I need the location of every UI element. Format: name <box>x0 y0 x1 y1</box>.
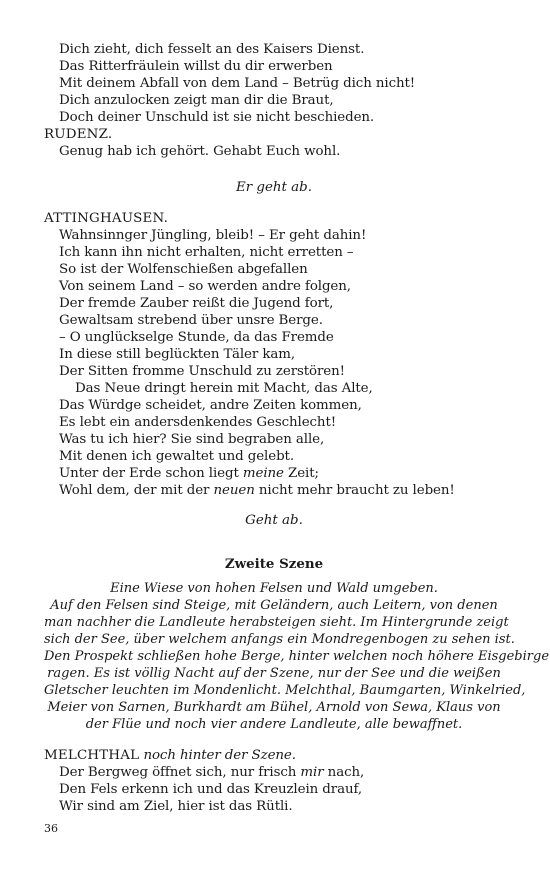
emphasis-neuen: neuen <box>213 483 255 498</box>
verse-line: Dich zieht, dich fesselt an des Kaisers Dienst. <box>59 42 365 57</box>
verse-line: Mit denen ich gewaltet und gelebt. <box>59 449 294 464</box>
verse-line <box>44 764 504 781</box>
speaker-attinghausen: ATTINGHAUSEN. <box>44 211 169 226</box>
verse-line-indented: Das Neue dringt herein mit Macht, das Alte, <box>75 381 373 396</box>
scene-description <box>44 580 550 733</box>
verse-line: Mit deinem Abfall von dem Land – Betrüg dich nicht! <box>59 76 416 91</box>
verse-line: Was tu ich hier? Sie sind begraben alle, <box>59 432 325 447</box>
verse-text: Wohl dem, der mit der <box>59 483 214 498</box>
verse-line: Wir sind am Ziel, hier ist das Rütli. <box>59 799 293 814</box>
verse-line: Genug hab ich gehört. Gehabt Euch wohl. <box>59 144 341 159</box>
verse-line: Gewaltsam strebend über unsre Berge. <box>59 313 323 328</box>
speaker-rudenz: RUDENZ. <box>44 127 113 142</box>
verse-line: Der Sitten fromme Unschuld zu zerstören! <box>59 364 345 379</box>
description-line: sich der See, über welchem anfangs ein Mondregenbogen zu sehen ist. <box>44 632 515 647</box>
emphasis-mir: mir <box>300 765 324 780</box>
description-line: Gletscher leuchten im Mondenlicht. Melchthal, Baumgarten, Winkelried, <box>44 683 526 698</box>
speaker-note: noch hinter der Szene. <box>139 748 296 763</box>
verse-line: Von seinem Land – so werden andre folgen, <box>59 279 351 294</box>
description-line: Meier von Sarnen, Burkhardt am Bühel, Arnold von Sewa, Klaus von <box>47 700 501 715</box>
verse-line: Dich anzulocken zeigt man dir die Braut, <box>59 93 334 108</box>
emphasis-meine: meine <box>242 466 284 481</box>
description-line: man nachher die Landleute herabsteigen sieht. Im Hintergrunde zeigt <box>44 615 509 630</box>
verse-text: nicht mehr braucht zu leben! <box>254 483 455 498</box>
verse-text: nach, <box>323 765 365 780</box>
stage-direction: Er geht ab. <box>235 180 312 195</box>
verse-line: Das Ritterfräulein willst du dir erwerben <box>59 59 333 74</box>
verse-line: So ist der Wolfenschießen abgefallen <box>59 262 308 277</box>
verse-line: Ich kann ihn nicht erhalten, nicht erretten – <box>59 245 354 260</box>
verse-line: Wahnsinnger Jüngling, bleib! – Er geht dahin! <box>59 228 367 243</box>
verse-line: Den Fels erkenn ich und das Kreuzlein drauf, <box>59 782 363 797</box>
verse-text: Unter der Erde schon liegt <box>59 466 243 481</box>
speech-attinghausen <box>44 210 504 499</box>
verse-text: Der Bergweg öffnet sich, nur frisch <box>59 765 301 780</box>
description-line: Den Prospekt schließen hohe Berge, hinter welchen noch höhere Eisgebirge <box>44 649 550 664</box>
speech-continuation <box>44 41 504 160</box>
speaker-melchthal: MELCHTHAL <box>44 748 140 763</box>
description-line: Auf den Felsen sind Steige, mit Geländern, auch Leitern, von denen <box>50 598 498 613</box>
speech-melchthal <box>44 747 504 815</box>
verse-line <box>44 465 504 482</box>
description-line: der Flüe und noch vier andere Landleute, alle bewaffnet. <box>85 717 463 732</box>
scene-title: Zweite Szene <box>224 556 324 572</box>
verse-line: Das Würdge scheidet, andre Zeiten kommen, <box>59 398 362 413</box>
verse-line: – O unglückselge Stunde, da das Fremde <box>59 330 334 345</box>
verse-line: In diese still beglückten Täler kam, <box>59 347 295 362</box>
description-line: ragen. Es ist völlig Nacht auf der Szene, nur der See und die weißen <box>47 666 501 681</box>
verse-line: Doch deiner Unschuld ist sie nicht beschieden. <box>59 110 375 125</box>
stage-direction: Geht ab. <box>245 513 303 528</box>
verse-text: Zeit; <box>283 466 319 481</box>
verse-line: Der fremde Zauber reißt die Jugend fort, <box>59 296 334 311</box>
verse-line: Es lebt ein andersdenkendes Geschlecht! <box>59 415 337 430</box>
page-number: 36 <box>44 822 58 835</box>
speaker-line-melchthal <box>44 747 504 764</box>
description-line: Eine Wiese von hohen Felsen und Wald umgeben. <box>110 581 438 596</box>
verse-line <box>44 482 504 499</box>
